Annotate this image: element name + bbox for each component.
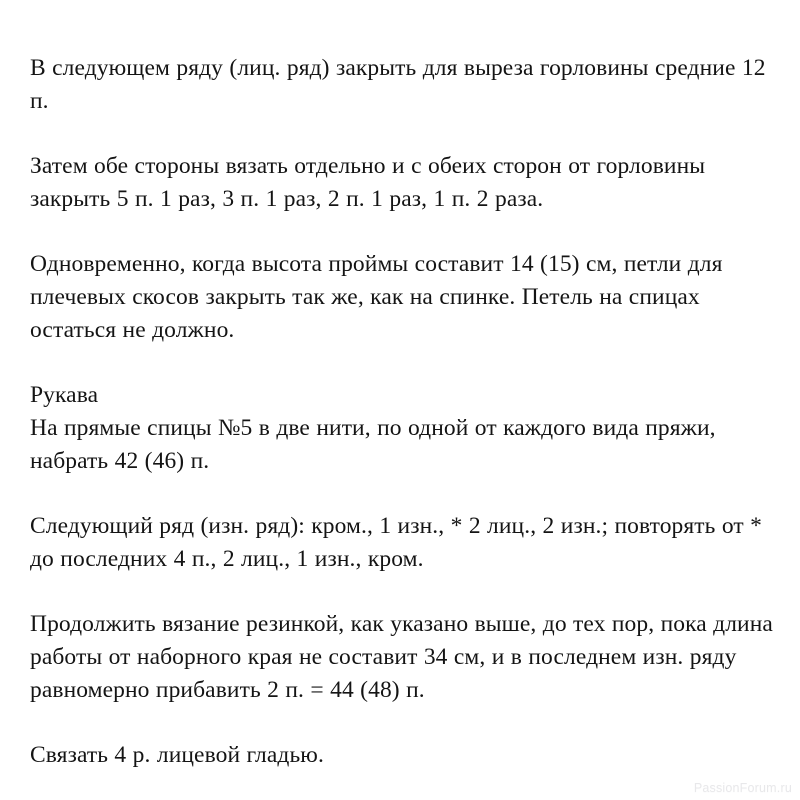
- paragraph-knit-4-rows-stockinette: Связать 4 р. лицевой гладью.: [30, 742, 324, 768]
- paragraph-continue-ribbing: Продолжить вязание резинкой, как указано выше, до тех пор, пока длина работы от наборного края не составит 34 см, и в последнем изн. ряду равномерно прибавить 2 п. = 44 (48) п.: [30, 611, 780, 703]
- heading-sleeves: Рукава: [30, 382, 99, 408]
- paragraph-next-row-purl: Следующий ряд (изн. ряд): кром., 1 изн., * 2 лиц., 2 изн.; повторять от * до последних 4 п., 2 лиц., 1 изн., кром.: [30, 513, 769, 572]
- paragraph-neckline-bind-off: В следующем ряду (лиц. ряд) закрыть для выреза горловины средние 12 п.: [30, 55, 772, 114]
- site-watermark: PassionForum.ru: [693, 781, 792, 795]
- paragraph-sleeves-cast-on: На прямые спицы №5 в две нити, по одной от каждого вида пряжи, набрать 42 (46) п.: [30, 415, 723, 474]
- paragraph-armhole-height-shoulder: Одновременно, когда высота проймы составит 14 (15) см, петли для плечевых скосов закрыть так же, как на спинке. Петель на спицах остаться не должно.: [30, 251, 729, 343]
- paragraph-both-sides-separately: Затем обе стороны вязать отдельно и с обеих сторон от горловины закрыть 5 п. 1 раз, 3 п. 1 раз, 2 п. 1 раз, 1 п. 2 раза.: [30, 153, 712, 212]
